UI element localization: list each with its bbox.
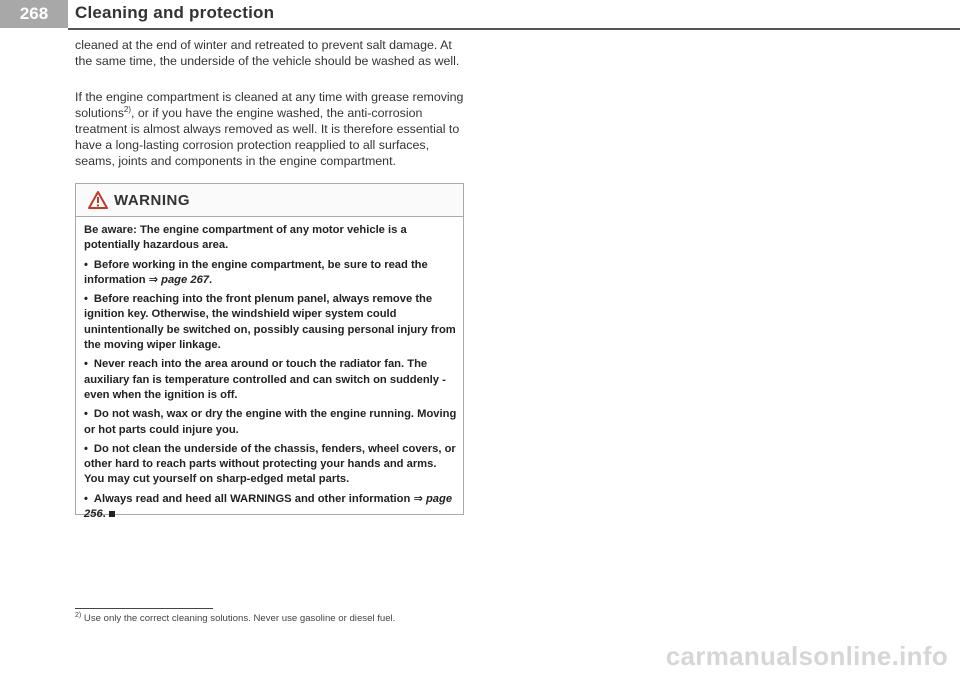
body-paragraph-2 <box>75 89 465 169</box>
warning-item <box>84 258 457 289</box>
watermark: carmanualsonline.info <box>665 641 948 671</box>
warning-title: WARNING <box>114 191 190 209</box>
page-header <box>0 0 960 30</box>
warning-item-text: Before working in the engine compartment, be sure to read the information <box>84 258 428 286</box>
bullet-icon: • <box>84 293 88 306</box>
warning-item-text: Before reaching into the front plenum panel, always remove the ignition key. Otherwise, the windshield wiper system could unintentionally be switched on, possibly causing personal injury from the moving wiper linkage. <box>84 293 456 352</box>
bullet-icon: • <box>84 358 88 371</box>
bullet-icon: • <box>84 492 88 505</box>
footnote-marker: 2) <box>75 611 82 619</box>
warning-item-text: Always read and heed all WARNINGS and other information <box>93 492 411 505</box>
page-number: 268 <box>0 0 68 28</box>
warning-item <box>84 442 457 488</box>
warning-item-text: Do not clean the underside of the chassis, fenders, wheel covers, or other hard to reach parts without protecting your hands and arms. You may cut yourself on sharp-edged metal parts. <box>84 442 456 486</box>
period: . <box>209 273 213 286</box>
bullet-icon: • <box>84 258 88 271</box>
bullet-icon: • <box>84 408 88 421</box>
warning-item <box>84 292 457 353</box>
warning-item-text: Do not wash, wax or dry the engine with the engine running. Moving or hot parts could injure you. <box>84 408 457 436</box>
paragraph-2-text-start: If the engine compartment is cleaned at any time with grease removing solutions <box>75 90 464 120</box>
warning-item <box>84 492 457 523</box>
footnote-text: Use only the correct cleaning solutions. Never use gasoline or diesel fuel. <box>83 613 396 624</box>
footnote-reference[interactable]: 2) <box>123 104 132 114</box>
arrow-icon: ⇒ <box>148 273 159 286</box>
footnote-rule <box>75 608 213 609</box>
warning-item <box>84 407 457 438</box>
footnote <box>75 613 395 624</box>
page-reference-link[interactable]: page 256 <box>84 492 453 521</box>
chapter-title: Cleaning and protection <box>75 3 275 22</box>
header-rule <box>68 28 960 30</box>
page-reference-link[interactable]: page 267 <box>161 273 210 286</box>
warning-body <box>76 217 463 522</box>
bullet-icon: • <box>84 442 88 455</box>
body-paragraph-1: cleaned at the end of winter and retreated to prevent salt damage. At the same time, the underside of the vehicle should be washed as well. <box>75 38 460 68</box>
warning-item <box>84 357 457 403</box>
warning-intro: Be aware: The engine compartment of any motor vehicle is a potentially hazardous area. <box>84 224 407 252</box>
end-of-section-icon <box>109 511 115 517</box>
warning-item-text: Never reach into the area around or touch the radiator fan. The auxiliary fan is temperature controlled and can switch on suddenly - even when the ignition is off. <box>84 358 446 401</box>
period: . <box>102 508 106 521</box>
warning-header <box>76 184 463 217</box>
arrow-icon: ⇒ <box>413 492 423 505</box>
paragraph-2-text-end: , or if you have the engine washed, the anti-corrosion treatment is almost always removed as well. It is therefore essential to have a long-lasting corrosion protection reapplied to all surfaces, seams, joints and components in the engine compartment. <box>75 106 460 168</box>
warning-triangle-icon <box>88 191 108 209</box>
warning-box <box>75 183 464 521</box>
